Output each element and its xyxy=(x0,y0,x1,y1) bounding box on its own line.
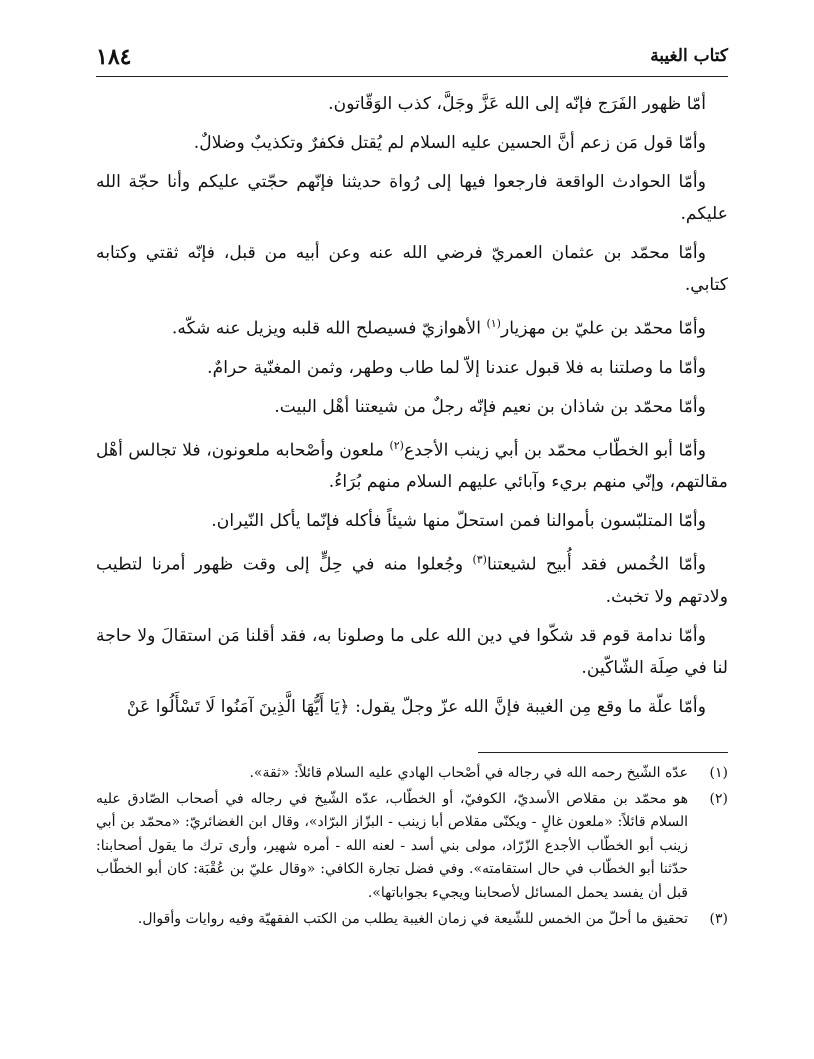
running-head: كتاب الغيبة xyxy=(650,46,728,66)
footnotes xyxy=(96,762,728,933)
footnote-number: (١) xyxy=(709,765,728,781)
paragraph: وأمّا أبو الخطّاب محمّد بن أبي زينب الأجدع$^{(٢)}$ ملعون وأصْحابه ملعونون، فلا تجالس أهْل مقالتهم، وإنّي منهم بريء وآبائي عليهم السلام منهم بُرَاءُ. xyxy=(96,438,728,493)
footnote xyxy=(96,762,728,786)
page-header xyxy=(96,42,728,77)
footnote-text: تحقيق ما أحلّ من الخمس للشّيعة في زمان الغيبة يطلب من الكتب الفقهيّة وفيه روايات وأقوال. xyxy=(137,910,688,927)
paragraph: وأمّا ما وصلتنا به فلا قبول عندنا إلاّ لما طاب وطهر، وثمن المغنّية حرامٌ. xyxy=(207,357,706,378)
footnote xyxy=(96,788,728,906)
page-number: ١٨٤ xyxy=(96,44,132,70)
paragraph: وأمّا علّة ما وقع مِن الغيبة فإنَّ الله عزّ وجلّ يقول: ﴿يَا أَيُّهَا الَّذِينَ آمَنُوا لَا تَسْأَلُوا عَنْ xyxy=(126,697,706,718)
footnote-separator xyxy=(478,752,728,753)
paragraph: وأمّا المتلبّسون بأموالنا فمن استحلّ منها شيئاً فأكله فإنّما يأكل النّيران. xyxy=(211,511,706,532)
main-text xyxy=(96,88,728,730)
paragraph: وأمّا محمّد بن عليّ بن مهزيار$^{(١)}$ الأهوازيّ فسيصلح الله قلبه ويزيل عنه شكّه. xyxy=(171,317,706,339)
paragraph: وأمّا قول مَن زعم أنَّ الحسين عليه السلام لم يُقتل فكفرٌ وتكذيبٌ وضلالٌ. xyxy=(193,133,706,153)
paragraph: وأمّا محمّد بن شاذان بن نعيم فإنّه رجلٌ من شيعتنا أهْل البيت. xyxy=(274,396,706,417)
footnote-number: (٢) xyxy=(709,790,728,807)
paragraph: أمّا ظهور الفَرَج فإنّه إلى الله عَزَّ وجَلَّ، كذب الوَقّاتون. xyxy=(328,94,706,114)
footnote-text: عدّه الشّيخ رحمه الله في رجاله في أصْحاب الهادي عليه السلام قائلاً: «ثقة». xyxy=(249,765,688,781)
footnote-reference: (١) xyxy=(486,317,501,330)
footnote-reference: (٢) xyxy=(389,438,404,452)
footnote-text: هو محمّد بن مقلاص الأسديّ، الكوفيّ، أو الخطّاب، عدّه الشّيخ في رجاله في أصحاب الصّادق عليه السلام قائلاً: «ملعون غالٍ - ويكنّى مقلاص أبا زينب - البزّاز البرّاد»، وقال ابن الغضائريّ: «محمّد بن أبي زينب أبو الخطّاب الأجدع الزّرّاد، مولى بني أسد - لعنه الله - أمره شهير، وأرى ترك ما يقول أصحابنا: حدّثنا أبو الخطّاب في حال استقامته». وفي فضل تجارة الكافي: «وقال عليّ بن عُقْبَة: كان أبو الخطّاب قبل أن يفسد يحمل المسائل لأصحابنا ويجيء بجواباتها». xyxy=(96,790,688,901)
footnote-number: (٣) xyxy=(709,910,728,927)
paragraph: وأمّا محمّد بن عثمان العمريّ فرضي الله عنه وعن أبيه من قبل، فإنّه ثقتي وكتابه كتابي. xyxy=(96,243,728,295)
paragraph: وأمّا الحوادث الواقعة فارجعوا فيها إلى رُواة حديثنا فإنّهم حجّتي عليكم وأنا حجّة الله عليكم. xyxy=(96,172,728,224)
footnote xyxy=(96,908,728,932)
footnote-reference: (٣) xyxy=(472,553,487,567)
paragraph: وأمّا الخُمس فقد أُبيح لشيعتنا$^{(٣)}$ وجُعلوا منه في حِلٍّ إلى وقت ظهور أمرنا لتطيب ولادتهم ولا تخبث. xyxy=(96,553,728,608)
paragraph: وأمّا ندامة قوم قد شكّوا في دين الله على ما وصلونا به، فقد أقلنا مَن استقالَ ولا حاجة لنا في صِلَة الشّاكّين. xyxy=(96,626,728,679)
